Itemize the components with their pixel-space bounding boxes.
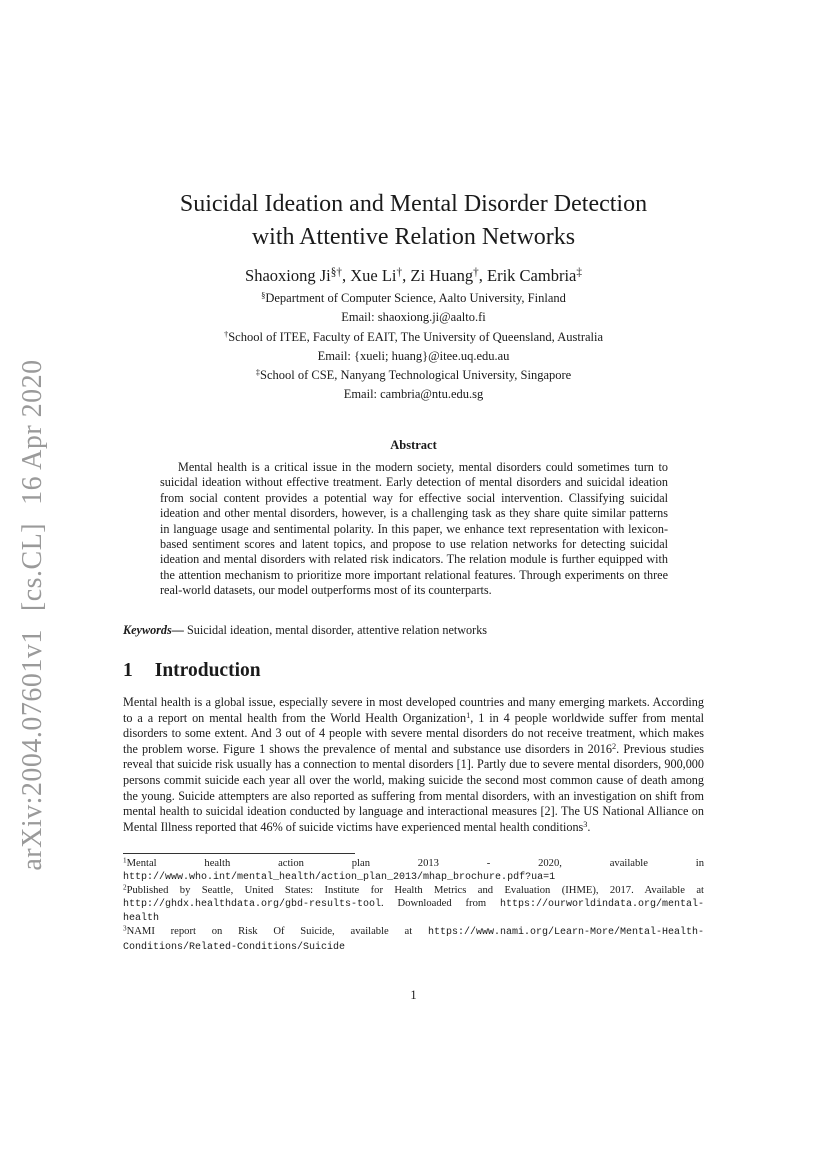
- paper-title: [100, 188, 727, 254]
- affiliation-line: ‡School of CSE, Nanyang Technological University, Singapore: [255, 366, 572, 383]
- author-name: Zi Huang: [410, 266, 474, 285]
- footnote: $^1$Mental health action plan 2013 - 2020, available in http://www.who.int/mental_health/action_plan_2013/mhap_brochure.pdf?ua=1: [123, 856, 704, 884]
- abstract-text: Mental health is a critical issue in the modern society, mental disorders could sometimes turn to suicidal ideation without effective treatment. Early detection of mental disorders and suicidal ideation from social content provides a potential way for effective social intervention. Classifying suicidal ideation and other mental disorders, however, is a challenging task as they share quite similar patterns in language usage and sentimental polarity. In this paper, we enhance text representation with lexicon-based sentiment scores and latent topics, and propose to use relation networks for detecting suicidal ideation and mental disorders with related risk indicators. The relation module is further equipped with the attention mechanism to prioritize more important relational features. Through experiments on three real-world datasets, our model outperforms most of its counterparts.: [160, 460, 668, 598]
- footnotes: [123, 857, 704, 954]
- footnote: $^3$NAMI report on Risk Of Suicide, available at https://www.nami.org/Learn-More/Mental-Health-Conditions/Related-Conditions/Suicide: [123, 924, 704, 953]
- arxiv-category: [cs.CL]: [17, 522, 48, 612]
- affiliation-line: †School of ITEE, Faculty of EAIT, The University of Queensland, Australia: [223, 328, 604, 344]
- author-mark: ‡: [576, 266, 582, 279]
- arxiv-date: 16 Apr 2020: [17, 359, 48, 505]
- footnote: $^2$Published by Seattle, United States: Institute for Health Metrics and Evaluation (IHME), 2017. Available at http://ghdx.healthdata.org/gbd-results-tool. Downloaded from https://ourworldindata.org/mental-health: [123, 883, 704, 925]
- arxiv-id: arXiv:2004.07601v1: [17, 629, 48, 871]
- affiliation-mark: †: [223, 328, 229, 339]
- affiliation-email: Email: {xueli; huang}@itee.uq.edu.au: [317, 348, 510, 363]
- title-line-2: with Attentive Relation Networks: [251, 224, 576, 250]
- footnote-mark: 2: [123, 883, 127, 892]
- author-name: Xue Li: [350, 266, 397, 285]
- section-title: Introduction: [154, 660, 261, 681]
- affiliation-mark: §: [261, 289, 266, 300]
- footnote-url[interactable]: https://www.nami.org/Learn-More/Mental-Health-Conditions/Related-Conditions/Suicide: [123, 927, 704, 953]
- section-heading-introduction: [123, 660, 261, 682]
- keywords-text: Suicidal ideation, mental disorder, attentive relation networks: [183, 623, 488, 637]
- section-number: 1: [123, 660, 133, 681]
- keywords-label: Keywords—: [123, 623, 184, 637]
- affiliations: [100, 289, 727, 405]
- footnote-url[interactable]: http://www.who.int/mental_health/action_plan_2013/mhap_brochure.pdf?ua=1: [123, 872, 556, 884]
- page-number: 1: [410, 988, 417, 1002]
- footnote-ref[interactable]: 1: [466, 710, 471, 720]
- affiliation-email: Email: cambria@ntu.edu.sg: [343, 387, 484, 402]
- arxiv-identifier-stamp: [8, 330, 58, 900]
- title-line-1: Suicidal Ideation and Mental Disorder Detection: [179, 191, 648, 217]
- introduction-paragraph: Mental health is a global issue, especially severe in most developed countries and many emerging markets. According to a a report on mental health from the World Health Organization$^1$, 1 in 4 people worldwide suffer from mental disorders to some extent. And 3 out of 4 people with severe mental disorders do not receive treatment, which makes the problem worse. Figure 1 shows the prevalence of mental and substance use disorders in 2016$^2$. Previous studies reveal that suicide risk usually has a connection to mental disorders [1]. Partly due to severe mental disorders, 900,000 persons commit suicide each year all over the world, making suicide the second most common cause of death among the young. Suicide attempters are also reported as suffering from mental disorders, with an investigation on shift from mental health to suicidal ideation conducted by language and interactional measures [2]. The US National Alliance on Mental Illness reported that 46% of suicide victims have experienced mental health conditions$^3$.: [123, 695, 704, 834]
- author-mark: §†: [330, 266, 342, 279]
- keywords: [123, 623, 704, 638]
- footnote-divider: [123, 853, 355, 854]
- affiliation-mark: ‡: [255, 366, 260, 377]
- footnote-mark: 3: [123, 924, 127, 933]
- abstract-heading: Abstract: [390, 438, 437, 452]
- author-list: Shaoxiong Ji§†, Xue Li†, Zi Huang†, Erik Cambria‡: [245, 266, 582, 285]
- affiliation-line: §Department of Computer Science, Aalto University, Finland: [261, 289, 566, 305]
- author-name: Erik Cambria: [487, 266, 577, 285]
- author-name: Shaoxiong Ji: [245, 266, 331, 285]
- affiliation-email: Email: shaoxiong.ji@aalto.fi: [341, 310, 486, 325]
- footnote-ref[interactable]: 2: [612, 741, 617, 751]
- footnote-url[interactable]: https://ourworldindata.org/mental-health: [123, 899, 704, 925]
- footnote-ref[interactable]: 3: [583, 819, 588, 829]
- author-mark: †: [396, 266, 403, 279]
- footnote-url[interactable]: http://ghdx.healthdata.org/gbd-results-tool: [123, 899, 382, 911]
- footnote-mark: 1: [123, 856, 127, 865]
- author-mark: †: [473, 266, 479, 279]
